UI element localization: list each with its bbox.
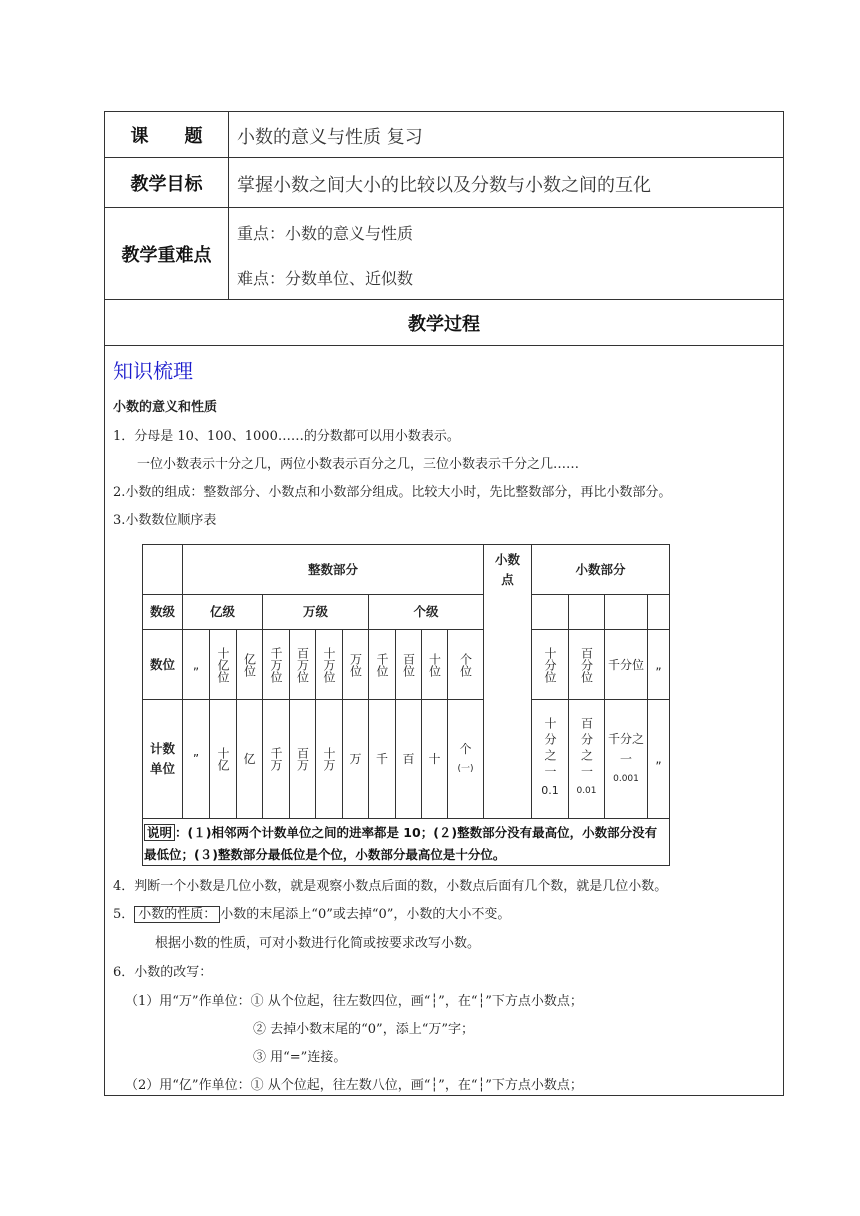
key-point: 重点：小数的意义与性质 (237, 224, 414, 243)
unit-cell: 十万 (322, 747, 336, 771)
topic-value: 小数的意义与性质 复习 (237, 127, 423, 148)
unit-cell: 十亿 (216, 747, 230, 771)
dec-place-cell: 千分位 (607, 657, 644, 672)
unit-one: (一) (457, 764, 474, 774)
item-5-box: 小数的性质： (134, 906, 220, 923)
item-1: 1．分母是 10、100、1000……的分数都可以用小数表示。 (113, 429, 460, 444)
item-6: 6．小数的改写： (113, 965, 213, 980)
dec-unit-text: 千分之一 (607, 732, 644, 766)
dec-unit-text: 百分之一 (579, 717, 594, 781)
place-value-table (142, 544, 670, 866)
place-cell: 个位 (458, 652, 473, 677)
point-header-l2: 点 (501, 571, 514, 587)
level-wan: 万级 (302, 604, 328, 619)
topic-row (105, 112, 783, 158)
process-title: 教学过程 (408, 313, 480, 335)
process-row (105, 300, 783, 346)
goal-label: 教学目标 (105, 158, 229, 207)
dec-unit-cell: „ (655, 752, 662, 766)
table-note (144, 822, 668, 866)
note-text: ：(１)相邻两个计数单位之间的进率都是 10；(２)整数部分没有最高位，小数部分没有最低位；(３)整数部分最低位是个位，小数部分最高位是十分位。 (144, 825, 658, 862)
key-row (105, 208, 783, 300)
subtitle: 小数的意义和性质 (113, 400, 218, 415)
topic-label: 课 题 (105, 112, 229, 157)
place-cell: 十位 (427, 652, 442, 677)
item-5 (113, 903, 510, 922)
place-cell: 千万位 (269, 646, 283, 683)
integer-part-header: 整数部分 (307, 561, 358, 577)
place-cell: 百万位 (295, 646, 310, 683)
dec-unit-val: 0.01 (576, 786, 597, 796)
unit-cell: 十 (428, 752, 441, 766)
item-5-num: 5． (113, 907, 135, 922)
unit-cell: 千万 (269, 747, 283, 771)
level-label: 数级 (149, 604, 175, 619)
unit-cell: 亿 (243, 752, 256, 766)
place-cell: 百位 (401, 652, 416, 677)
dec-unit-text: 十分之一 (543, 717, 557, 781)
point-header (484, 545, 531, 594)
place-label: 数位 (149, 656, 175, 672)
unit-label (143, 700, 182, 818)
item-4: 4．判断一个小数是几位小数，就是观察小数点后面的数，小数点后面有几个数，就是几位小数。 (113, 879, 668, 894)
dec-unit-val: 0.1 (541, 784, 559, 797)
place-cell: 千位 (375, 652, 389, 677)
dec-unit-cell (605, 700, 647, 818)
item-5-text: 小数的末尾添上“0”或去掉“0”，小数的大小不变。 (220, 907, 511, 922)
unit-cell: 百 (402, 752, 415, 766)
item-1b: 一位小数表示十分之几，两位小数表示百分之几，三位小数表示千分之几…… (137, 457, 580, 472)
item-6-1: （1）用“万”作单位：① 从个位起，往左数四位，画“┆”，在“┆”下方点小数点； (125, 994, 583, 1009)
unit-ge: 个 (459, 742, 472, 756)
item-5b: 根据小数的性质，可对小数进行化简或按要求改写小数。 (155, 936, 481, 951)
point-header-l1: 小数 (494, 551, 520, 567)
unit-cell: 千 (375, 752, 388, 766)
item-2: 2.小数的组成：整数部分、小数点和小数部分组成。比较大小时，先比整数部分，再比小数部分。 (113, 485, 672, 500)
place-cell: 十亿位 (216, 646, 230, 683)
dec-unit-cell (532, 700, 568, 818)
place-cell: 十万位 (322, 646, 336, 683)
item-6-4: （2）用“亿”作单位：① 从个位起，往左数八位，画“┆”，在“┆”下方点小数点； (125, 1078, 583, 1093)
unit-label-l1: 计数 (149, 741, 175, 756)
item-6-2: ② 去掉小数末尾的“0”，添上“万”字； (253, 1022, 474, 1037)
dec-place-cell: „ (655, 657, 662, 672)
difficult-point: 难点：分数单位、近似数 (237, 269, 414, 288)
dec-unit-val: 0.001 (613, 774, 639, 784)
place-cell: 万位 (348, 652, 363, 677)
goal-row (105, 158, 783, 208)
dec-unit-cell (569, 700, 604, 818)
level-ge: 个级 (413, 604, 439, 619)
unit-cell: 百万 (295, 747, 310, 771)
unit-cell-ge (448, 700, 483, 818)
dec-place-cell: 十分位 (543, 646, 557, 683)
goal-value: 掌握小数之间大小的比较以及分数与小数之间的互化 (237, 175, 651, 196)
item-6-3: ③ 用“=”连接。 (253, 1050, 347, 1065)
key-label: 教学重难点 (105, 208, 229, 299)
item-3: 3.小数数位顺序表 (113, 513, 217, 528)
place-cell: 亿位 (242, 652, 257, 677)
unit-cell: 万 (349, 752, 362, 766)
level-yi: 亿级 (209, 604, 235, 619)
lesson-plan-table (104, 111, 784, 1096)
decimal-part-header: 小数部分 (575, 561, 626, 577)
note-label: 说明 (144, 824, 175, 841)
place-cell: „ (192, 657, 200, 672)
unit-label-l2: 单位 (149, 761, 175, 776)
dec-place-cell: 百分位 (579, 646, 594, 683)
section-title: 知识梳理 (113, 359, 193, 383)
unit-cell: ” (192, 752, 200, 766)
